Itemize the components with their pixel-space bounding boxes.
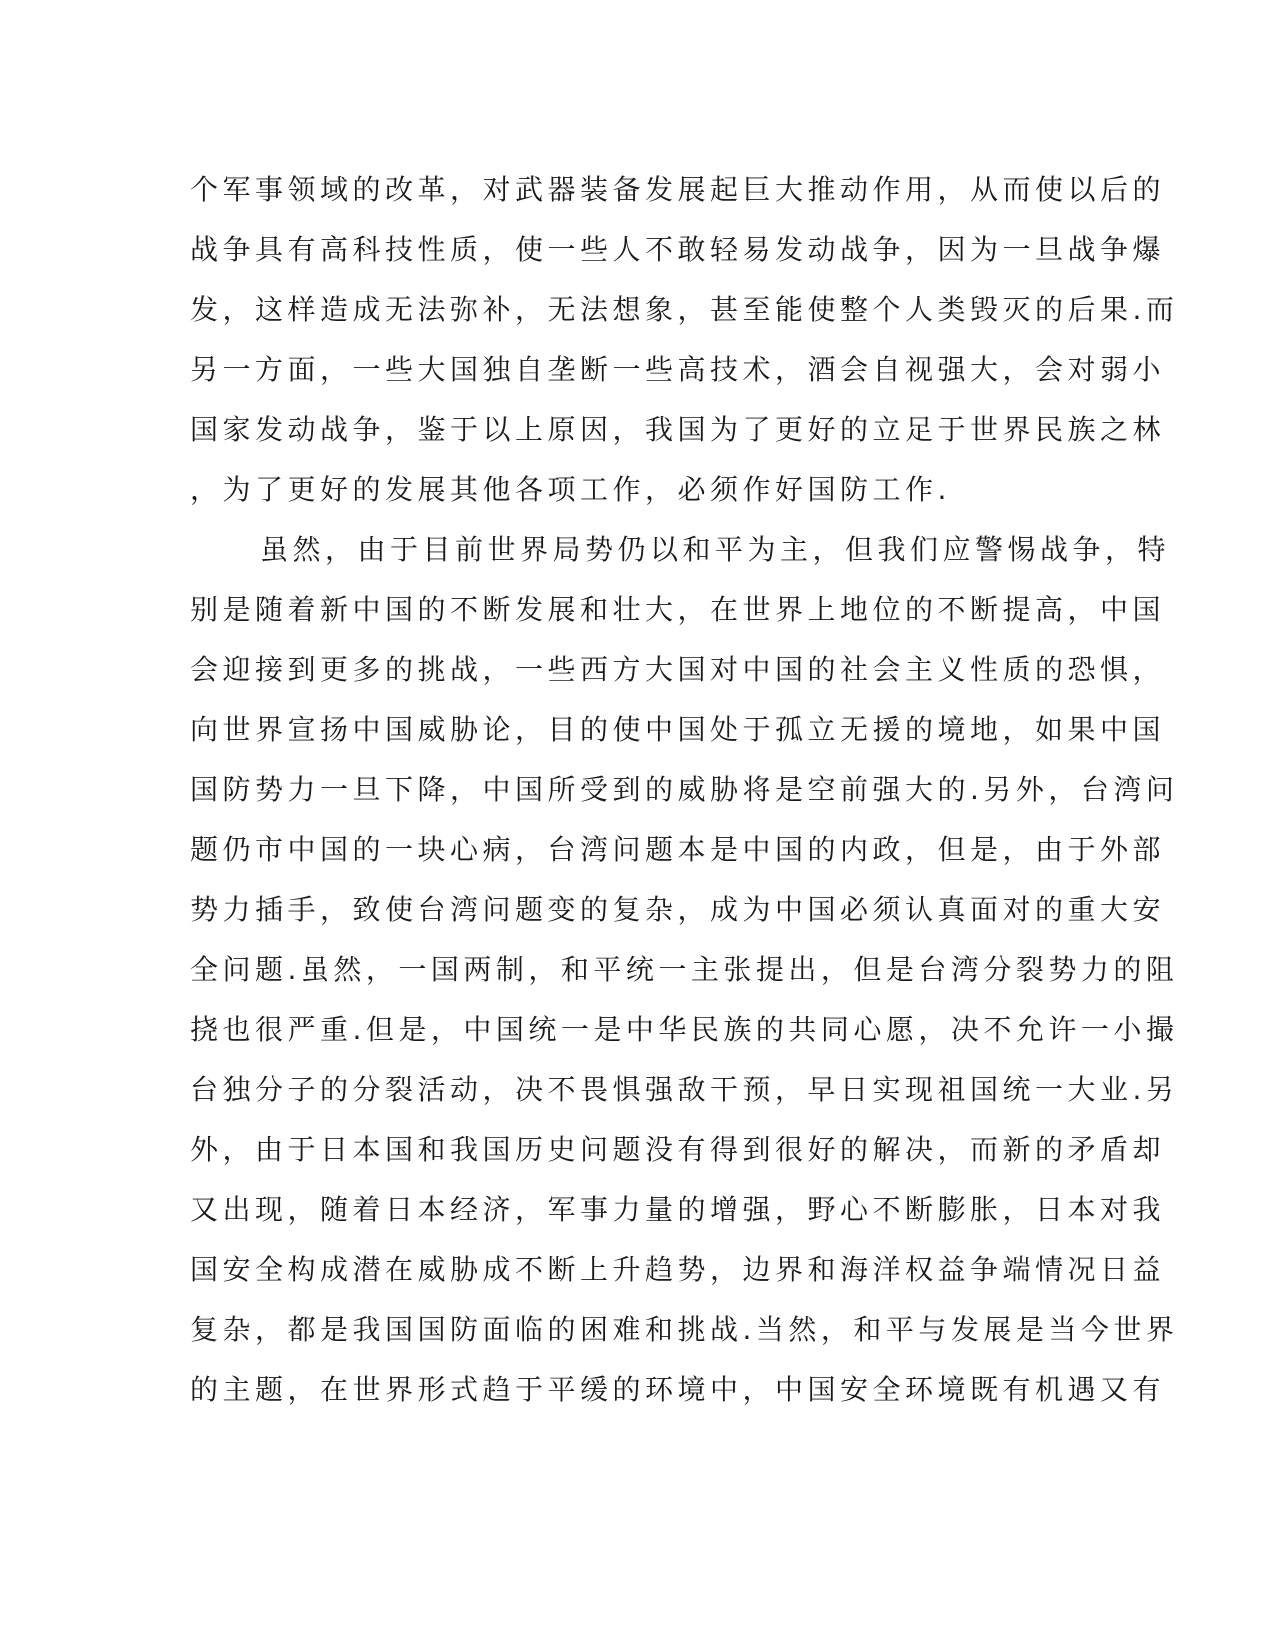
text-line: 挠也很严重.但是，中国统一是中华民族的共同心愿，决不允许一小撮 [190, 1013, 1179, 1046]
text-line: 又出现，随着日本经济，军事力量的增强，野心不断膨胀，日本对我 [190, 1193, 1166, 1226]
text-line: 个军事领域的改革，对武器装备发展起巨大推动作用，从而使以后的 [190, 173, 1166, 206]
text-line: 国家发动战争，鉴于以上原因，我国为了更好的立足于世界民族之林 [190, 413, 1166, 446]
text-line: 的主题，在世界形式趋于平缓的环境中，中国安全环境既有机遇又有 [190, 1373, 1166, 1406]
text-line: 国安全构成潜在威胁成不断上升趋势，边界和海洋权益争端情况日益 [190, 1253, 1166, 1286]
text-line: 向世界宣扬中国威胁论，目的使中国处于孤立无援的境地，如果中国 [190, 713, 1166, 746]
text-line: 外，由于日本国和我国历史问题没有得到很好的解决，而新的矛盾却 [190, 1133, 1166, 1166]
body-text [190, 160, 1179, 1420]
text-line: 全问题.虽然，一国两制，和平统一主张提出，但是台湾分裂势力的阻 [190, 953, 1179, 986]
text-line: ，为了更好的发展其他各项工作，必须作好国防工作. [190, 473, 951, 506]
text-line: 题仍市中国的一块心病，台湾问题本是中国的内政，但是，由于外部 [190, 833, 1166, 866]
text-line: 势力插手，致使台湾问题变的复杂，成为中国必须认真面对的重大安 [190, 893, 1166, 926]
paragraph-first-line: 虽然，由于目前世界局势仍以和平为主，但我们应警惕战争，特 [260, 533, 1171, 566]
text-line: 另一方面，一些大国独自垄断一些高技术，酒会自视强大，会对弱小 [190, 353, 1166, 386]
text-line: 台独分子的分裂活动，决不畏惧强敌干预，早日实现祖国统一大业.另 [190, 1073, 1179, 1106]
text-line: 会迎接到更多的挑战，一些西方大国对中国的社会主义性质的恐惧， [190, 653, 1166, 686]
text-line: 战争具有高科技性质，使一些人不敢轻易发动战争，因为一旦战争爆 [190, 233, 1166, 266]
text-line: 国防势力一旦下降，中国所受到的威胁将是空前强大的.另外，台湾问 [190, 773, 1179, 806]
text-line: 别是随着新中国的不断发展和壮大，在世界上地位的不断提高，中国 [190, 593, 1166, 626]
text-line: 复杂，都是我国国防面临的困难和挑战.当然，和平与发展是当今世界 [190, 1313, 1179, 1346]
text-line: 发，这样造成无法弥补，无法想象，甚至能使整个人类毁灭的后果.而 [190, 293, 1179, 326]
